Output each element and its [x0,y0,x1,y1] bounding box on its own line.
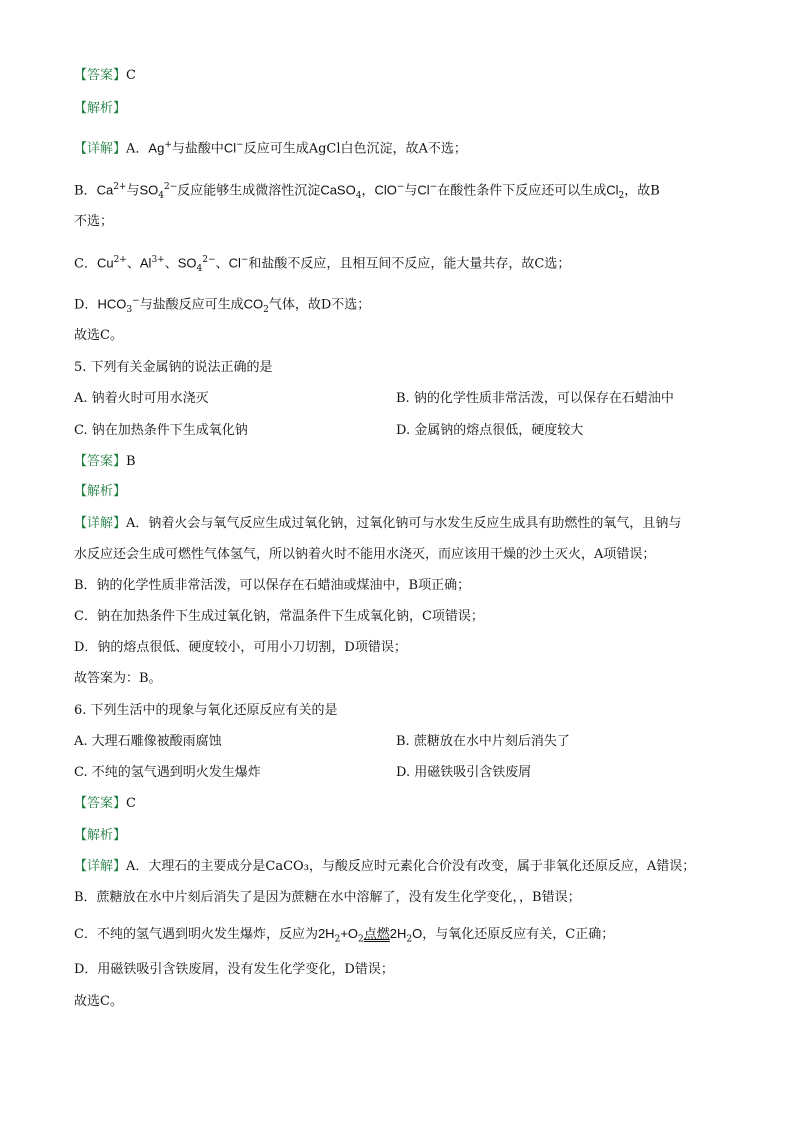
q5-option-d: D. 金属钠的熔点很低，硬度较大 [396,423,584,438]
q5-answer-line: 【答案】B [74,454,136,469]
answer-tag: 【答案】 [74,68,127,83]
q5-stem: 5. 下列有关金属钠的说法正确的是 [74,360,273,375]
q6-detail-c: C．不纯的氢气遇到明火发生爆炸，反应为$2H_2+O_2$点燃$2H_2O$，与氧化还原反应有关，C正确； [74,926,615,945]
answer-value: C [126,68,136,83]
q5-detail-a-cont: 水反应还会生成可燃性气体氢气，所以钠着火时不能用水浇灭，而应该用干燥的沙土灭火，A项错误； [74,547,656,562]
q6-option-d: D. 用磁铁吸引含铁废屑 [396,765,532,780]
q6-answer-line: 【答案】C [74,796,136,811]
q5-detail-a: 【详解】A．钠着火会与氧气反应生成过氧化钠，过氧化钠可与水发生反应生成具有助燃性的氧气，且钠与 [74,516,682,531]
q4-detail-b: B．$Ca^{2+}$与$SO_4^{2-}$反应能够生成微溶性沉淀CaSO$_4$，ClO−与Cl−在酸性条件下反应还可以生成$Cl_2$，故B [74,182,660,201]
q4-detail-d: D．$HCO_3^-$与盐酸反应可生成$CO_2$气体，故D不选； [74,296,371,315]
q6-conclusion: 故选C。 [74,994,123,1009]
q6-option-a: A. 大理石雕像被酸雨腐蚀 [74,734,222,749]
q4-conclusion: 故选C。 [74,328,123,343]
q5-option-b: B. 钠的化学性质非常活泼，可以保存在石蜡油中 [396,391,674,406]
q4-detail-a: 【详解】A．Ag+与盐酸中Cl−反应可生成AgCl白色沉淀，故A不选； [74,140,467,157]
q5-detail-b: B．钠的化学性质非常活泼，可以保存在石蜡油或煤油中，B项正确； [74,578,471,593]
q6-option-b: B. 蔗糖放在水中片刻后消失了 [396,734,570,749]
q5-analysis-tag: 【解析】 [74,484,127,499]
q4-detail-b-cont: 不选； [74,214,114,229]
q6-analysis-tag: 【解析】 [74,828,127,843]
q5-conclusion: 故答案为：B。 [74,671,162,686]
q6-detail-a: 【详解】A．大理石的主要成分是CaCO₃，与酸反应时元素化合价没有改变，属于非氧化还原反应，A错误； [74,859,696,874]
q6-detail-b: B．蔗糖放在水中片刻后消失了是因为蔗糖在水中溶解了，没有发生化学变化，，B错误； [74,890,581,905]
q5-option-a: A. 钠着火时可用水浇灭 [74,391,209,406]
q6-stem: 6. 下列生活中的现象与氧化还原反应有关的是 [74,703,338,718]
q5-detail-c: C．钠在加热条件下生成过氧化钠，常温条件下生成氧化钠，C项错误； [74,609,484,624]
q4-detail-c: C．$Cu^{2+}$、$Al^{3+}$、$SO_4^{2-}$、Cl−和盐酸不反应，且相互间不反应，能大量共存，故C选； [74,255,571,274]
q6-option-c: C. 不纯的氢气遇到明火发生爆炸 [74,765,261,780]
q4-analysis-tag: 【解析】 [74,101,127,116]
q4-answer-line [74,66,734,86]
q5-option-c: C. 钠在加热条件下生成氧化钠 [74,423,248,438]
q6-detail-d: D．用磁铁吸引含铁废屑，没有发生化学变化，D错误； [74,962,394,977]
q5-detail-d: D．钠的熔点很低、硬度较小，可用小刀切割，D项错误； [74,640,407,655]
